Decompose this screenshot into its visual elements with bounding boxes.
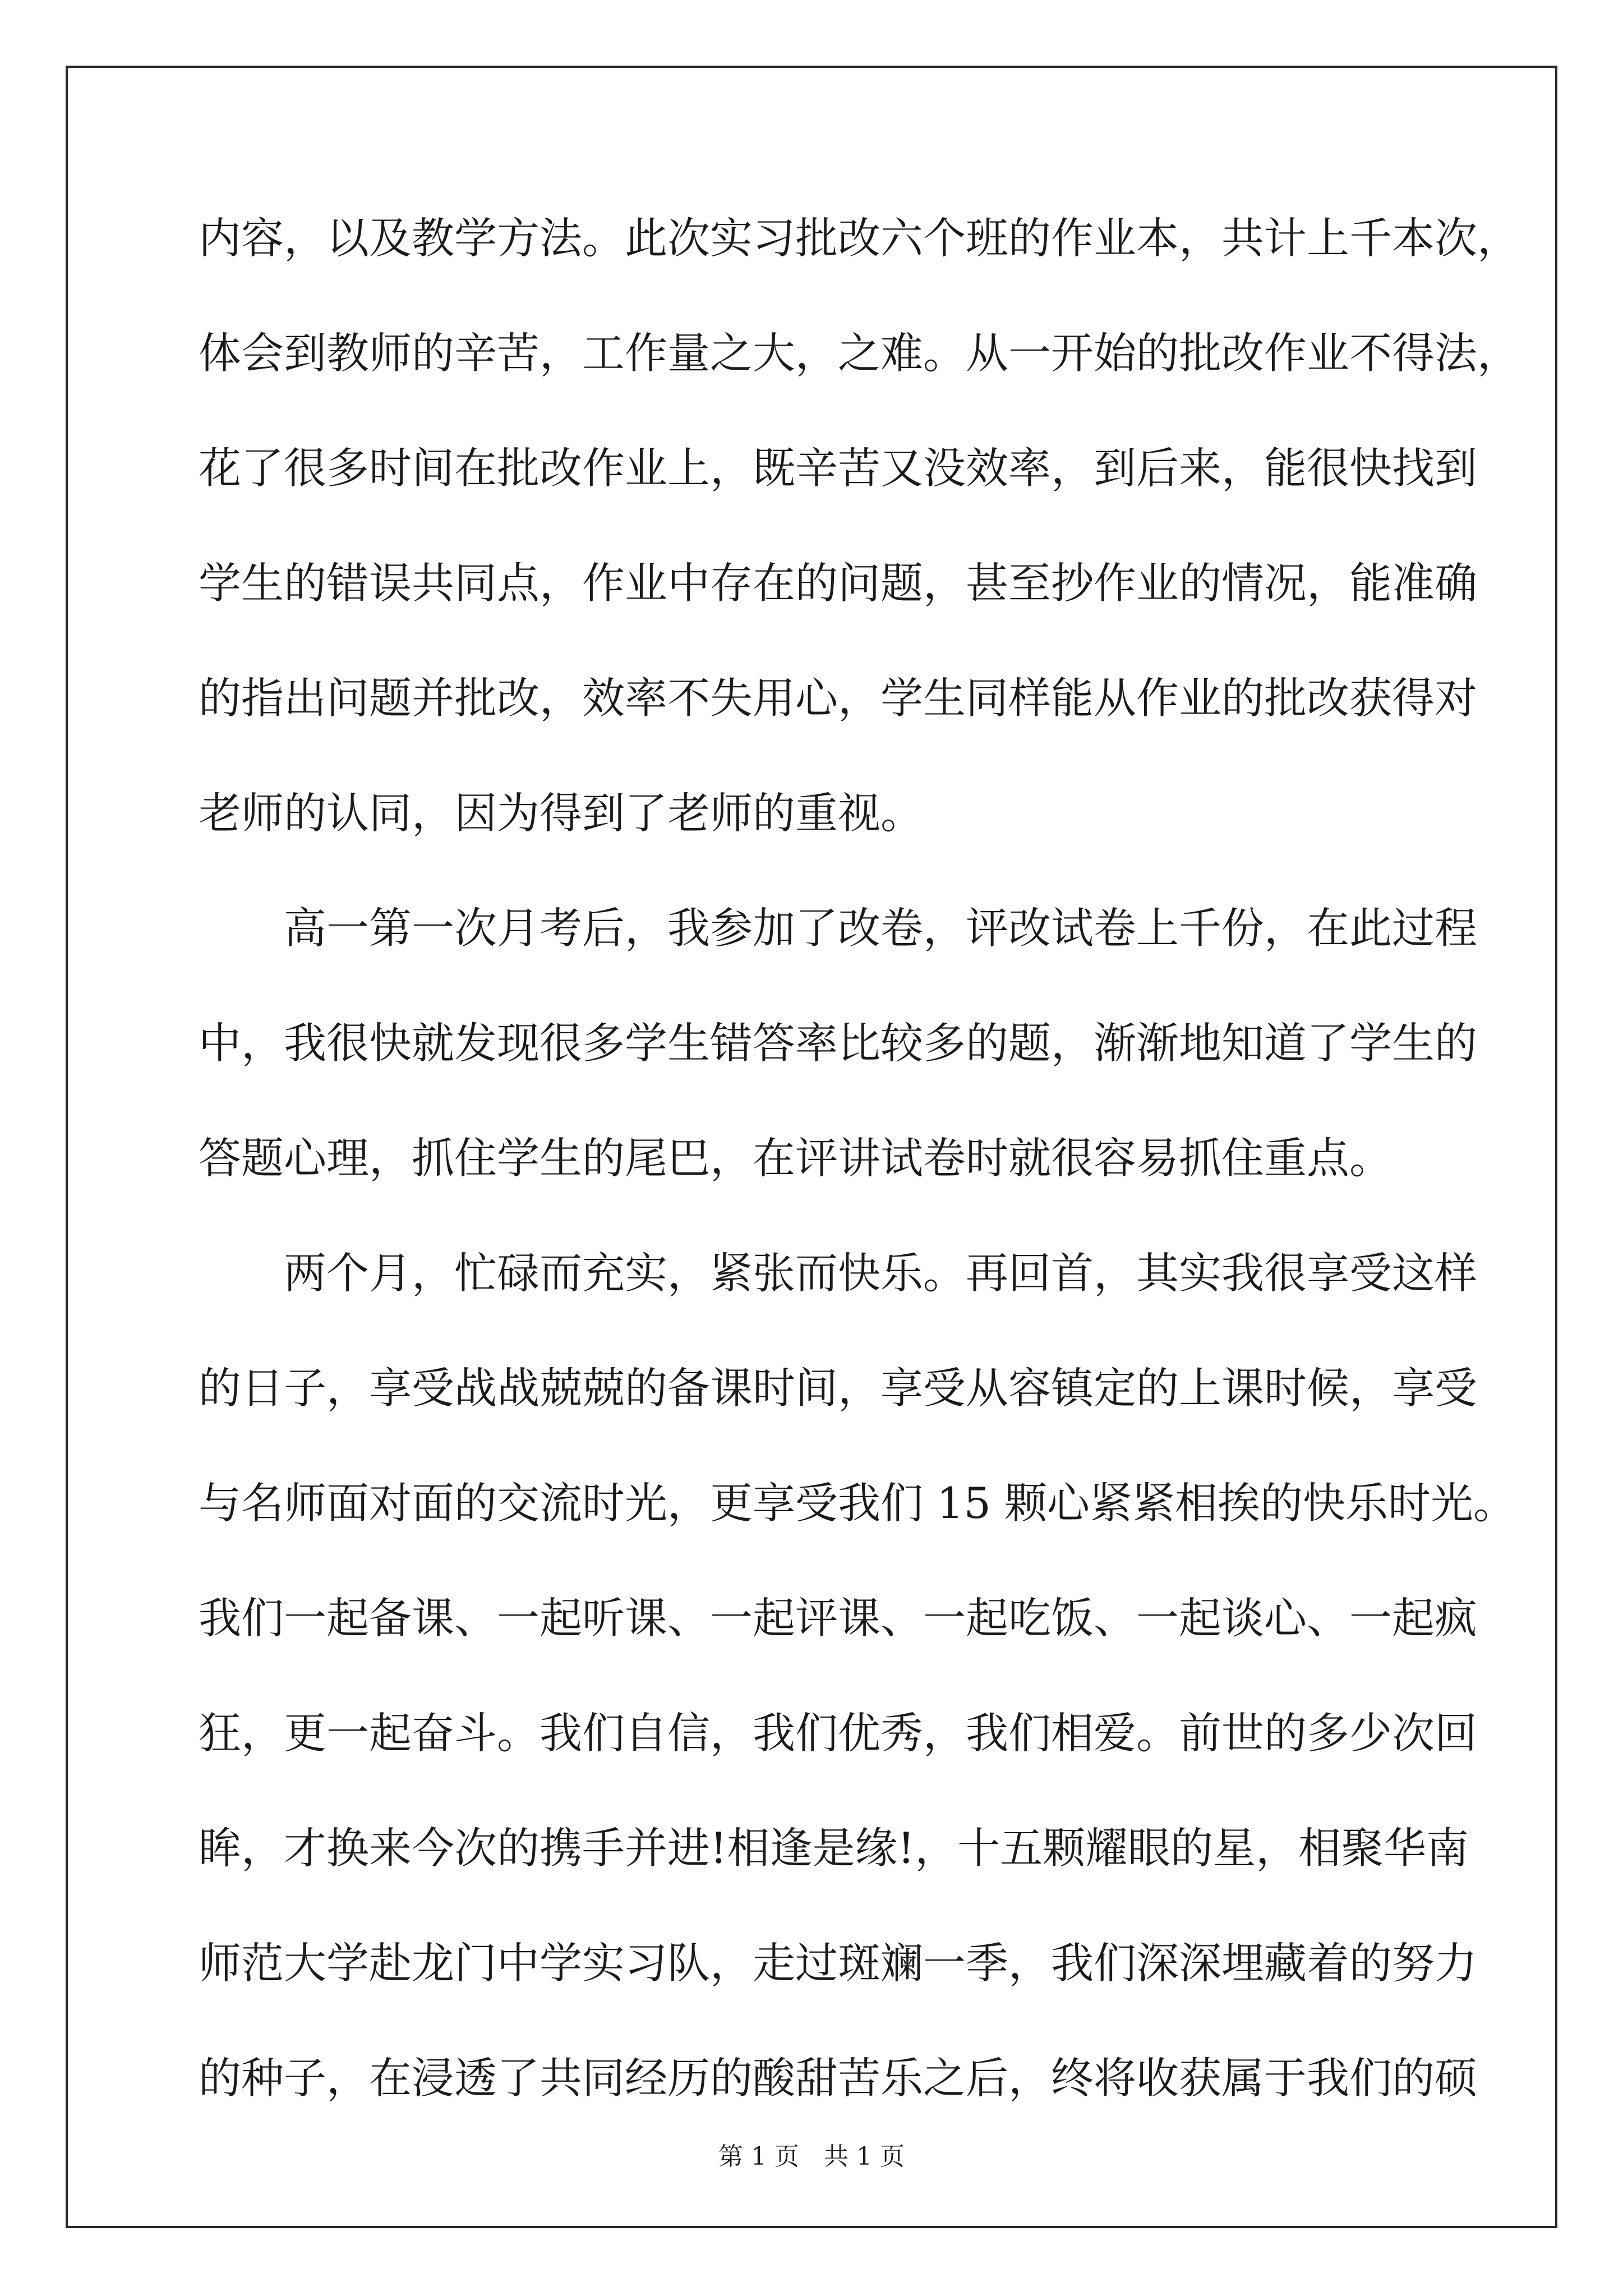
text-line: 学生的错误共同点，作业中存在的问题，甚至抄作业的情况，能准确 [199, 558, 1477, 608]
text-line: 中，我很快就发现很多学生错答率比较多的题，渐渐地知道了学生的 [199, 1018, 1477, 1068]
text-line: 的日子，享受战战兢兢的备课时间，享受从容镇定的上课时候，享受 [199, 1363, 1477, 1413]
paragraph-start-line: 高一第一次月考后，我参加了改卷，评改试卷上千份，在此过程 [284, 903, 1477, 953]
text-line: 我们一起备课、一起听课、一起评课、一起吃饭、一起谈心、一起疯 [199, 1593, 1477, 1643]
text-line: 体会到教师的辛苦，工作量之大，之难。从一开始的批改作业不得法， [199, 328, 1520, 378]
page-number-footer: 第 1 页 共 1 页 [718, 2142, 905, 2171]
text-line: 花了很多时间在批改作业上，既辛苦又没效率，到后来，能很快找到 [199, 443, 1477, 493]
text-line: 师范大学赴龙门中学实习队，走过斑斓一季，我们深深埋藏着的努力 [199, 1938, 1477, 1988]
text-line: 答题心理，抓住学生的尾巴，在评讲试卷时就很容易抓住重点。 [199, 1133, 1392, 1183]
text-line: 与名师面对面的交流时光，更享受我们 15 颗心紧紧相挨的快乐时光。 [199, 1478, 1516, 1528]
paragraph-start-line: 两个月，忙碌而充实，紧张而快乐。再回首，其实我很享受这样 [284, 1248, 1477, 1298]
text-line: 的指出问题并批改，效率不失用心，学生同样能从作业的批改获得对 [199, 673, 1477, 723]
text-line: 老师的认同，因为得到了老师的重视。 [199, 788, 923, 838]
text-line: 眸，才换来今次的携手并进!相逢是缘!，十五颗耀眼的星，相聚华南 [199, 1823, 1469, 1873]
text-line: 的种子，在浸透了共同经历的酸甜苦乐之后，终将收获属于我们的硕 [199, 2053, 1477, 2103]
text-line: 内容，以及教学方法。此次实习批改六个班的作业本，共计上千本次， [199, 213, 1520, 263]
text-line: 狂，更一起奋斗。我们自信，我们优秀，我们相爱。前世的多少次回 [199, 1708, 1477, 1758]
